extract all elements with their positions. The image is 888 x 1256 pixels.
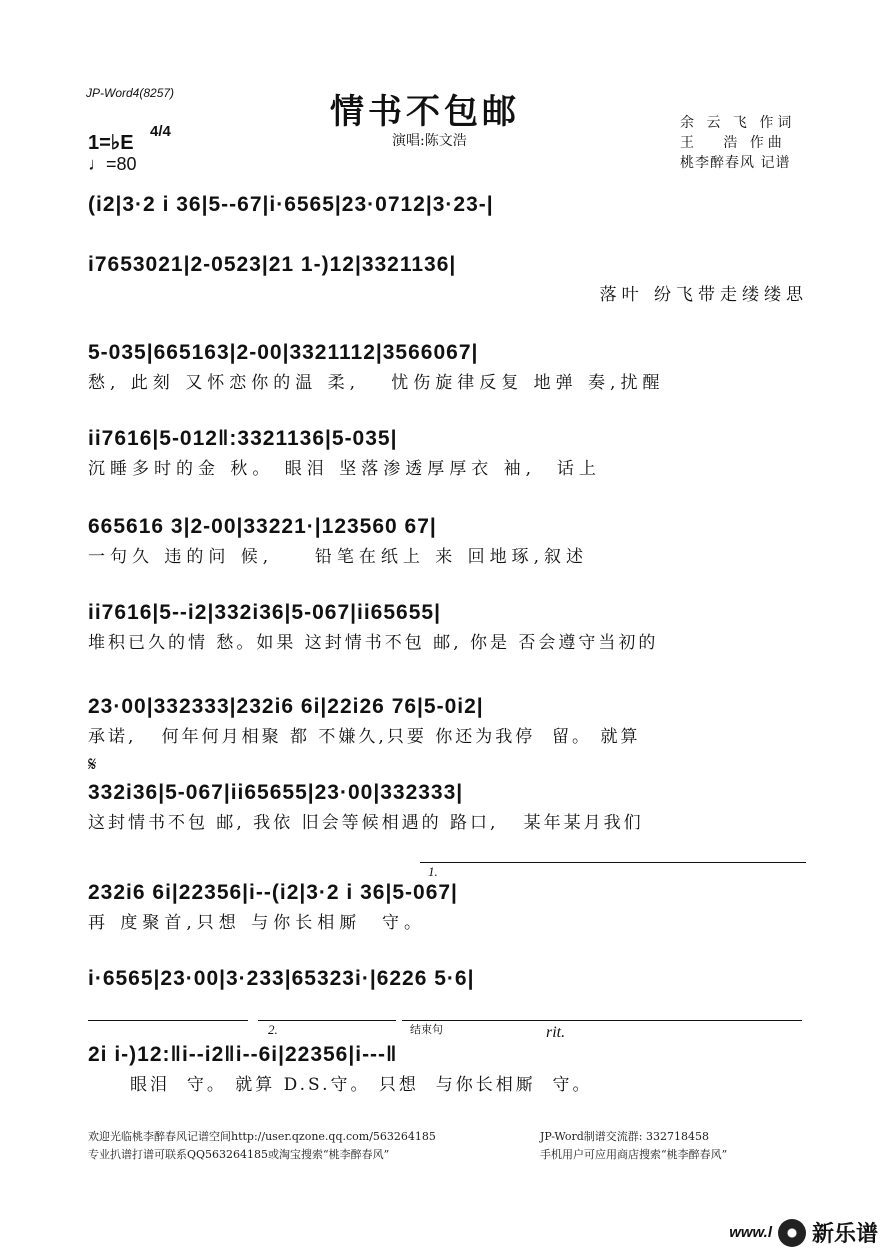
lyric-line: 落叶 纷飞带走缕缕思	[599, 285, 808, 305]
notation-line: 232i6 6i|22356|i--(i2|3·2 i 36|5-067|	[88, 881, 458, 904]
coda-bracket	[402, 1020, 802, 1021]
footer-group: JP-Word制谱交流群: 332718458	[540, 1130, 709, 1143]
key-signature: 1=♭E	[88, 132, 134, 154]
lyric-line: 堆积已久的情 愁。如果 这封情书不包 邮, 你是 否会遵守当初的	[88, 633, 659, 653]
footer-app: 手机用户可应用商店搜索“桃李醉春风”	[540, 1148, 728, 1161]
score-row-10	[88, 964, 808, 1004]
coda-label: 结束句	[410, 1023, 443, 1036]
notation-line: 23·00|332333|232i6 6i|22i26 76|5-0i2|	[88, 695, 484, 718]
second-ending-bracket	[258, 1020, 396, 1021]
watermark-logo	[729, 1217, 878, 1248]
lyric-line: 再 度聚首,只想 与你长相厮 守。	[88, 913, 427, 933]
notation-line: ii7616|5--i2|332i36|5-067|ii65655|	[88, 601, 441, 624]
score-row-9	[88, 878, 808, 938]
lyric-line: 承诺, 何年何月相聚 都 不嫌久,只要 你还为我停 留。 就算	[88, 727, 641, 747]
first-ending-bracket	[420, 862, 806, 863]
notation-line: 5-035|665163|2-00|3321112|3566067|	[88, 341, 479, 364]
lyric-line: 这封情书不包 邮, 我依 旧会等候相遇的 路口, 某年某月我们	[88, 813, 644, 833]
notation-line: ii7616|5-012‖:3321136|5-035|	[88, 427, 398, 450]
watermark-url: www.l	[729, 1224, 772, 1241]
footer-website: 欢迎光临桃李醉春风记谱空间http://user.qzone.qq.com/563264185	[88, 1130, 436, 1143]
lyric-line: 沉睡多时的金 秋。 眼泪 坚落渗透厚厚衣 袖, 话上	[88, 459, 601, 479]
ritardando-marking: rit.	[546, 1024, 566, 1041]
software-label: JP-Word4(8257)	[86, 86, 175, 100]
segno-sign: 𝄋	[88, 752, 97, 776]
score-row-5	[88, 512, 808, 572]
score-row-4	[88, 424, 808, 484]
first-ending-label: 1.	[428, 864, 438, 879]
tempo-marking: ♩=80	[88, 154, 137, 174]
second-ending-label: 2.	[268, 1022, 278, 1037]
score-row-8	[88, 778, 808, 838]
lyric-line	[88, 222, 808, 248]
watermark-brand: 新乐谱	[811, 1222, 878, 1247]
lyric-line: 愁, 此刻 又怀恋你的温 柔, 忧伤旋律反复 地弹 奏,扰醒	[88, 373, 665, 393]
score-row-1	[88, 190, 808, 250]
lyricist-credit: 余 云 飞 作词	[680, 115, 796, 131]
composer-credit: 王 浩 作曲	[680, 135, 786, 151]
singer-credit: 演唱:陈文浩	[392, 133, 467, 149]
score-row-2	[88, 250, 808, 310]
lyric-line: 眼泪 守。 就算 D.S.守。 只想 与你长相厮 守。	[88, 1075, 593, 1095]
lyric-line: 一句久 违的问 候, 铅笔在纸上 来 回地琢,叙述	[88, 547, 589, 567]
score-row-6	[88, 598, 808, 658]
time-signature: 4/4	[150, 123, 171, 140]
score-row-11	[88, 1040, 808, 1100]
notation-line: 665616 3|2-00|33221·|123560 67|	[88, 515, 437, 538]
notation-line: i7653021|2-0523|21 1-)12|3321136|	[88, 253, 457, 276]
score-row-7	[88, 692, 808, 752]
arranger-credit: 桃李醉春风 记谱	[680, 155, 791, 171]
notation-line: 2i i-)12:‖i--i2‖i--6i|22356|i---‖	[88, 1043, 398, 1066]
score-row-3	[88, 338, 808, 398]
song-title: 情书不包邮	[330, 92, 520, 132]
footer-contact: 专业扒谱打谱可联系QQ563264185或淘宝搜索“桃李醉春风”	[88, 1148, 390, 1161]
notation-line: 332i36|5-067|ii65655|23·00|332333|	[88, 781, 464, 804]
repeat-bracket	[88, 1020, 248, 1021]
notation-line: (i2|3·2 i 36|5--67|i·6565|23·0712|3·23-|	[88, 193, 494, 216]
notation-line: i·6565|23·00|3·233|65323i·|6226 5·6|	[88, 967, 475, 990]
record-icon	[778, 1219, 806, 1247]
